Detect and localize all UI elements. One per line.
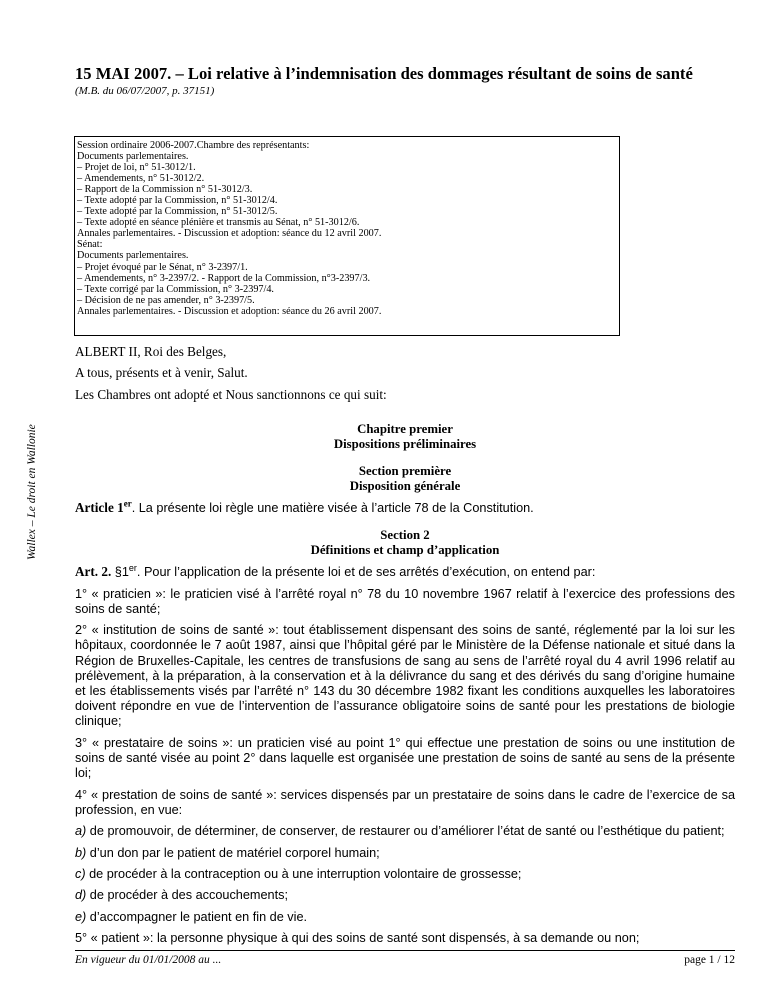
chapter-title: Dispositions préliminaires bbox=[333, 436, 477, 451]
article-1 bbox=[75, 500, 735, 516]
section1-title: Disposition générale bbox=[349, 478, 461, 493]
moniteur-belge-reference: (M.B. du 06/07/2007, p. 37151) bbox=[75, 85, 215, 97]
article-1-label: Article 1er bbox=[75, 498, 132, 515]
list-item-e: e) d’accompagner le patient en fin de vie. bbox=[75, 909, 308, 924]
section2-title: Définitions et champ d’application bbox=[310, 543, 500, 558]
parliamentary-documents-box bbox=[74, 136, 620, 336]
footer-divider bbox=[75, 950, 735, 951]
preamble-enactment: Les Chambres ont adopté et Nous sanctionnons ce qui suit: bbox=[75, 386, 387, 402]
definition-institution: 2° « institution de soins de santé »: tout établissement dispensant des soins de santé, réglementé par la loi sur les hôpitaux, coordonnée le 7 août 1987, ainsi que l’hôpital géré par le Ministère de la Défense nationale et situé dans la Région de Bruxelles-Capitale, les centres de transfusions de sang au sens de l’arrêté royal du 4 avril 1996 relatif au prélèvement, à la préparation, à la conservation et à la délivrance du sang et des dérivés du sang d’origine humaine et les établissements visés par l’arrêté n° 143 du 30 décembre 1982 fixant les conditions auxquelles les laboratoires doivent répondre en vue de l’intervention de l’assurance obligatoire soins de santé pour les prestations de biologie clinique; bbox=[75, 623, 735, 729]
definition-prestataire: 3° « prestataire de soins »: un praticien visé au point 1° qui effectue une prestation de soins ou une institution de soins de santé visée au point 2° dans laquelle est organisée une prestation de soins de santé au sens de la présente loi; bbox=[75, 735, 735, 781]
chapter-heading bbox=[75, 422, 735, 452]
parliamentary-document-line: – Texte adopté par la Commission, n° 51-3012/5. bbox=[77, 206, 278, 218]
parliamentary-document-line: – Projet évoqué par le Sénat, n° 3-2397/1. bbox=[77, 261, 248, 273]
preamble-greeting: A tous, présents et à venir, Salut. bbox=[75, 365, 248, 381]
definition-prestation: 4° « prestation de soins de santé »: services dispensés par un prestataire de soins dans le cadre de l’exercice de sa profession, en vue: bbox=[75, 787, 735, 817]
parliamentary-document-line: – Amendements, n° 51-3012/2. bbox=[77, 173, 205, 185]
section2-heading bbox=[75, 528, 735, 558]
parliamentary-document-line: – Texte corrigé par la Commission, n° 3-2397/4. bbox=[77, 283, 274, 295]
list-item-b: b) d’un don par le patient de matériel corporel humain; bbox=[75, 845, 380, 860]
parliamentary-document-line: Session ordinaire 2006-2007.Chambre des représentants: bbox=[77, 140, 310, 151]
article-2-label: Art. 2. bbox=[75, 564, 112, 580]
article-1-text: . La présente loi règle une matière visée à l’article 78 de la Constitution. bbox=[131, 500, 534, 515]
list-item-a: a) de promouvoir, de déterminer, de conserver, de restaurer ou d’améliorer l’état de santé ou l’esthétique du patient; bbox=[75, 824, 725, 839]
parliamentary-document-line: Annales parlementaires. - Discussion et adoption: séance du 26 avril 2007. bbox=[77, 305, 382, 317]
parliamentary-document-line: – Décision de ne pas amender, n° 3-2397/5. bbox=[77, 294, 255, 306]
section1-number: Section première bbox=[358, 463, 452, 478]
parliamentary-document-line: – Projet de loi, n° 51-3012/1. bbox=[77, 162, 196, 174]
footer-validity: En vigueur du 01/01/2008 au ... bbox=[75, 954, 222, 966]
parliamentary-document-line: Sénat: bbox=[77, 239, 103, 251]
chapter-number: Chapitre premier bbox=[357, 421, 453, 436]
list-item-d: d) de procéder à des accouchements; bbox=[75, 888, 288, 903]
section1-heading bbox=[75, 464, 735, 494]
sidebar-watermark-label: Wallex – Le droit en Wallonie bbox=[26, 424, 38, 560]
article-2-intro: Art. 2. §1er. Pour l’application de la présente loi et de ses arrêtés d’exécution, on entend par: bbox=[75, 562, 596, 580]
parliamentary-document-line: – Texte adopté par la Commission, n° 51-3012/4. bbox=[77, 195, 278, 207]
definition-praticien: 1° « praticien »: le praticien visé à l’arrêté royal n° 78 du 10 novembre 1967 relatif à l’exercice des professions des soins de santé; bbox=[75, 586, 735, 616]
parliamentary-document-line: Annales parlementaires. - Discussion et adoption: séance du 12 avril 2007. bbox=[77, 228, 382, 240]
list-item-c: c) de procéder à la contraception ou à une interruption volontaire de grossesse; bbox=[75, 866, 522, 881]
document-title: 15 MAI 2007. – Loi relative à l’indemnisation des dommages résultant de soins de santé bbox=[75, 64, 693, 83]
definition-patient: 5° « patient »: la personne physique à qui des soins de santé sont dispensés, à sa demande ou non; bbox=[75, 931, 640, 946]
parliamentary-document-line: – Rapport de la Commission n° 51-3012/3. bbox=[77, 184, 253, 196]
preamble-king: ALBERT II, Roi des Belges, bbox=[75, 344, 227, 359]
law-body bbox=[75, 344, 735, 953]
parliamentary-document-line: Documents parlementaires. bbox=[77, 250, 189, 262]
parliamentary-document-line: – Amendements, n° 3-2397/2. - Rapport de la Commission, n°3-2397/3. bbox=[77, 272, 371, 284]
parliamentary-document-line: – Texte adopté en séance plénière et transmis au Sénat, n° 51-3012/6. bbox=[77, 217, 360, 229]
page-number: page 1 / 12 bbox=[684, 954, 735, 966]
parliamentary-document-line: Documents parlementaires. bbox=[77, 151, 189, 163]
section2-number: Section 2 bbox=[380, 528, 430, 543]
